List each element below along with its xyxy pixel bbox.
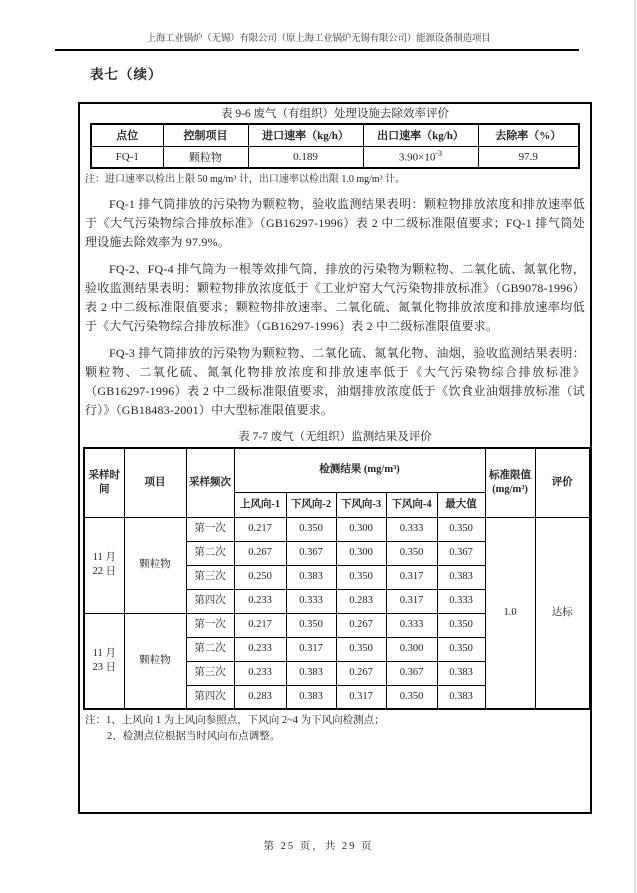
col-header-standard-limit: 标准限值 (mg/m³) [485, 448, 535, 517]
cell-point: FQ-1 [91, 146, 163, 168]
cell-frequency: 第一次 [186, 517, 234, 541]
col-header-item: 项目 [124, 448, 186, 517]
cell-value: 0.383 [286, 685, 336, 709]
subcol-downwind-3: 下风向-3 [336, 492, 386, 517]
col-header-control-item: 控制项目 [163, 124, 248, 146]
cell-control-item: 颗粒物 [163, 146, 248, 168]
table-9-6 [90, 123, 580, 169]
cell-value: 0.333 [386, 613, 437, 637]
cell-value: 0.217 [234, 517, 286, 541]
cell-value: 0.317 [286, 637, 336, 661]
cell-value: 0.367 [286, 541, 336, 565]
cell-item-particulate: 颗粒物 [124, 517, 186, 613]
outlet-rate-base: 3.90×10 [398, 152, 436, 165]
table-9-6-title: 表 9-6 废气（有组织）处理设施去除效率评价 [220, 108, 450, 120]
outlet-rate-exponent: -3 [435, 149, 443, 159]
cell-value: 0.333 [286, 589, 336, 613]
cell-max-value: 0.350 [437, 637, 485, 661]
cell-value: 0.283 [234, 685, 286, 709]
table-7-7 [83, 447, 591, 710]
subcol-downwind-4: 下风向-4 [386, 492, 437, 517]
cell-item-particulate: 颗粒物 [124, 613, 186, 709]
cell-max-value: 0.350 [437, 613, 485, 637]
cell-date-nov22 [84, 517, 124, 613]
cell-value: 0.233 [234, 637, 286, 661]
table-9-6-header-row [91, 124, 579, 146]
date-month: 11 月 [92, 647, 116, 659]
subcol-downwind-2: 下风向-2 [286, 492, 336, 517]
col-header-sample-time: 采样时间 [84, 448, 124, 517]
table-7-7-title: 表 7-7 废气（无组织）监测结果及评价 [238, 431, 432, 443]
cell-outlet-rate [363, 146, 478, 168]
cell-value: 0.350 [286, 517, 336, 541]
header-rule [55, 49, 579, 51]
cell-value: 0.350 [336, 565, 386, 589]
cell-date-nov23 [84, 613, 124, 709]
cell-evaluation: 达标 [535, 517, 590, 709]
cell-value: 0.283 [336, 589, 386, 613]
cell-removal-rate: 97.9 [478, 146, 579, 168]
cell-frequency: 第三次 [186, 661, 234, 685]
cell-value: 0.383 [286, 565, 336, 589]
cell-max-value: 0.367 [437, 541, 485, 565]
cell-value: 0.300 [336, 541, 386, 565]
subcol-max-value: 最大值 [437, 492, 485, 517]
cell-value: 0.233 [234, 589, 286, 613]
cell-value: 0.217 [234, 613, 286, 637]
cell-value: 0.350 [386, 685, 437, 709]
col-header-point: 点位 [91, 124, 163, 146]
document-header-title: 上海工业锅炉（无锡）有限公司（原上海工业锅炉无锡有限公司）能源设备制造项目 [146, 34, 491, 44]
table-7-7-notes [85, 713, 587, 745]
date-month: 11 月 [92, 552, 116, 563]
col-header-results: 检测结果 (mg/m³) [234, 448, 485, 492]
cell-frequency: 第三次 [186, 565, 234, 589]
cell-value: 0.317 [336, 685, 386, 709]
cell-value: 0.383 [286, 661, 336, 685]
cell-max-value: 0.383 [437, 661, 485, 685]
cell-value: 0.233 [234, 661, 286, 685]
table-7-7-header-row-1 [84, 448, 590, 492]
paragraph-fq1: FQ-1 排气筒排放的污染物为颗粒物，验收监测结果表明：颗粒物排放浓度和排放速率低于《大气污染物综合排放标准》（GB16297-1996）表 2 中二级标准限值要求；FQ-1 排气筒处理设施去除效率为 97.9%。 [85, 197, 585, 249]
cell-frequency: 第二次 [186, 637, 234, 661]
cell-standard-limit: 1.0 [485, 517, 535, 709]
cell-frequency: 第一次 [186, 613, 234, 637]
cell-frequency: 第四次 [186, 685, 234, 709]
page-edge-shadow [634, 0, 636, 893]
cell-value: 0.300 [386, 637, 437, 661]
cell-value: 0.317 [386, 565, 437, 589]
cell-value: 0.350 [336, 637, 386, 661]
date-day: 22 日 [92, 566, 117, 577]
cell-value: 0.350 [386, 541, 437, 565]
col-header-outlet-rate: 出口速率（kg/h） [363, 124, 478, 146]
cell-value: 0.317 [386, 589, 437, 613]
subcol-upwind-1: 上风向-1 [234, 492, 286, 517]
paragraph-fq3: FQ-3 排气筒排放的污染物为颗粒物、二氧化硫、氮氧化物、油烟，验收监测结果表明：颗粒物、二氧化硫、氮氧化物排放浓度和排放速率低于《大气污染物综合排放标准》（GB16297-1996）表 2 中二级标准限值要求，油烟排放浓度低于《饮食业油烟排放标准（试行）》（GB18483-2001）中大型标准限值要求。 [85, 346, 585, 417]
paragraph-fq2-fq4: FQ-2、FQ-4 排气筒为一根等效排气筒，排放的污染物为颗粒物、二氧化硫、氮氧化物，验收监测结果表明：颗粒物排放浓度低于《工业炉窑大气污染物排放标准》（GB9078-1996）表 2 中二级标准限值要求；颗粒物排放速率、二氧化硫、氮氧化物排放浓度和排放速率均低于《大气污染物综合排放标准》（GB16297-1996）表 2 中二级标准限值要求。 [85, 262, 585, 333]
cell-value: 0.267 [336, 613, 386, 637]
col-header-frequency: 采样频次 [186, 448, 234, 517]
cell-max-value: 0.383 [437, 565, 485, 589]
cell-inlet-rate: 0.189 [248, 146, 363, 168]
note-line: 注：1、上风向 1 为上风向参照点，下风向 2~4 为下风向检测点； [85, 715, 385, 726]
table-row [91, 146, 579, 168]
cell-max-value: 0.383 [437, 685, 485, 709]
cell-value: 0.250 [234, 565, 286, 589]
col-header-inlet-rate: 进口速率（kg/h） [248, 124, 363, 146]
section-title: 表七（续） [90, 67, 163, 82]
cell-value: 0.267 [234, 541, 286, 565]
cell-frequency: 第四次 [186, 589, 234, 613]
cell-frequency: 第二次 [186, 541, 234, 565]
col-header-evaluation: 评价 [535, 448, 590, 517]
cell-value: 0.267 [336, 661, 386, 685]
col-header-removal-rate: 去除率（%） [478, 124, 579, 146]
cell-value: 0.300 [336, 517, 386, 541]
table-row [84, 517, 590, 541]
page-footer: 第 25 页，共 29 页 [263, 841, 374, 852]
cell-value: 0.367 [386, 661, 437, 685]
form-outer-box [78, 102, 592, 814]
cell-max-value: 0.350 [437, 517, 485, 541]
date-day: 23 日 [92, 661, 117, 673]
cell-value: 0.350 [286, 613, 336, 637]
table-9-6-note: 注：进口速率以检出上限 50 mg/m³ 计，出口速率以检出限 1.0 mg/m³ 计。 [85, 174, 406, 185]
note-line: 2、检测点位根据当时风向布点调整。 [107, 731, 281, 742]
cell-max-value: 0.333 [437, 589, 485, 613]
cell-value: 0.333 [386, 517, 437, 541]
